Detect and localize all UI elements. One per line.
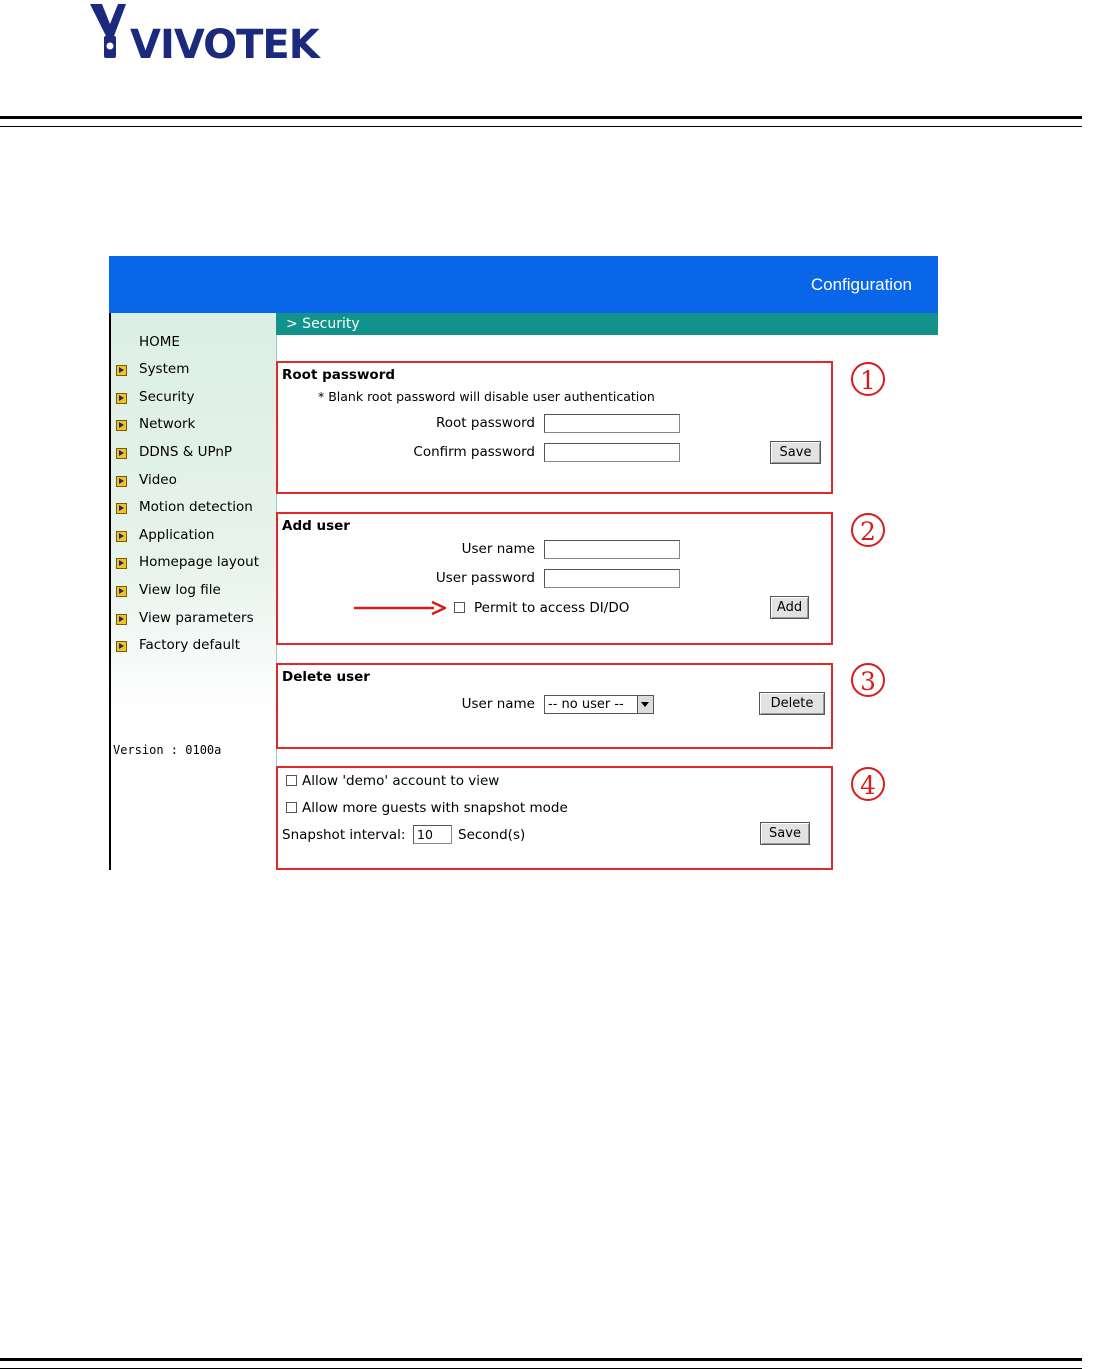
delete-username-label: User name bbox=[461, 696, 535, 712]
sidebar-item-homepage-layout[interactable]: Homepage layout bbox=[111, 552, 276, 574]
sidebar-item-home[interactable]: HOME bbox=[139, 334, 180, 350]
sidebar-item-motion-detection[interactable]: Motion detection bbox=[111, 497, 276, 519]
snapshot-interval-input[interactable] bbox=[413, 825, 452, 844]
delete-user-button[interactable]: Delete bbox=[759, 692, 825, 715]
sidebar-item-video[interactable]: Video bbox=[111, 470, 276, 492]
allow-demo-label: Allow 'demo' account to view bbox=[302, 773, 500, 789]
allow-snapshot-checkbox[interactable] bbox=[286, 802, 297, 813]
marker-4: 4 bbox=[851, 767, 885, 801]
root-password-section bbox=[276, 361, 833, 494]
sidebar-item-factory-default[interactable]: Factory default bbox=[111, 635, 276, 657]
allow-demo-checkbox[interactable] bbox=[286, 775, 297, 786]
arrow-right-icon bbox=[116, 641, 127, 652]
section-title: Add user bbox=[282, 518, 350, 534]
root-password-label: Root password bbox=[436, 415, 535, 431]
username-label: User name bbox=[461, 541, 535, 557]
red-arrow-icon bbox=[354, 601, 446, 615]
add-user-password-input[interactable] bbox=[544, 569, 680, 588]
arrow-right-icon bbox=[116, 365, 127, 376]
arrow-right-icon bbox=[116, 558, 127, 569]
marker-1: 1 bbox=[851, 362, 885, 396]
permit-dido-label: Permit to access DI/DO bbox=[474, 600, 630, 616]
section-title: Root password bbox=[282, 367, 396, 383]
sidebar-item-view-log-file[interactable]: View log file bbox=[111, 580, 276, 602]
confirm-password-input[interactable] bbox=[544, 443, 680, 462]
vivotek-logo bbox=[88, 2, 348, 62]
sidebar-item-security[interactable]: Security bbox=[111, 387, 276, 409]
sidebar-item-application[interactable]: Application bbox=[111, 525, 276, 547]
add-user-button[interactable]: Add bbox=[770, 596, 809, 619]
delete-user-section bbox=[276, 663, 833, 749]
sidebar-item-ddns-upnp[interactable]: DDNS & UPnP bbox=[111, 442, 276, 464]
sidebar bbox=[109, 313, 276, 870]
arrow-right-icon bbox=[116, 448, 127, 459]
page-title: Configuration bbox=[810, 275, 912, 294]
arrow-right-icon bbox=[116, 503, 127, 514]
permit-dido-checkbox[interactable] bbox=[454, 602, 465, 613]
version-label: Version : 0100a bbox=[113, 743, 222, 757]
add-username-input[interactable] bbox=[544, 540, 680, 559]
root-password-note: * Blank root password will disable user authentication bbox=[318, 389, 655, 404]
footer-divider bbox=[0, 1358, 1082, 1369]
add-user-section bbox=[276, 512, 833, 645]
arrow-right-icon bbox=[116, 476, 127, 487]
svg-text:VIVOTEK: VIVOTEK bbox=[130, 22, 319, 62]
save-guest-settings-button[interactable]: Save bbox=[760, 822, 810, 845]
allow-snapshot-label: Allow more guests with snapshot mode bbox=[302, 800, 568, 816]
confirm-password-label: Confirm password bbox=[413, 444, 535, 460]
section-title: Delete user bbox=[282, 669, 370, 685]
sidebar-item-system[interactable]: System bbox=[111, 359, 276, 381]
breadcrumb: > Security bbox=[276, 313, 938, 335]
arrow-right-icon bbox=[116, 586, 127, 597]
main-content bbox=[276, 313, 938, 870]
snapshot-interval-unit: Second(s) bbox=[458, 827, 526, 843]
sidebar-item-view-parameters[interactable]: View parameters bbox=[111, 608, 276, 630]
header-divider bbox=[0, 116, 1082, 127]
user-password-label: User password bbox=[435, 570, 535, 586]
root-password-input[interactable] bbox=[544, 414, 680, 433]
arrow-right-icon bbox=[116, 393, 127, 404]
marker-3: 3 bbox=[851, 663, 885, 697]
config-screenshot bbox=[109, 256, 938, 870]
snapshot-interval-label: Snapshot interval: bbox=[282, 827, 406, 843]
arrow-right-icon bbox=[116, 420, 127, 431]
guest-options-section bbox=[276, 766, 833, 870]
sidebar-item-network[interactable]: Network bbox=[111, 414, 276, 436]
arrow-right-icon bbox=[116, 614, 127, 625]
marker-2: 2 bbox=[851, 513, 885, 547]
save-root-password-button[interactable]: Save bbox=[770, 441, 821, 464]
chevron-down-icon[interactable] bbox=[637, 696, 653, 713]
arrow-right-icon bbox=[116, 531, 127, 542]
top-banner bbox=[109, 256, 938, 313]
user-select[interactable]: -- no user -- bbox=[544, 695, 654, 714]
